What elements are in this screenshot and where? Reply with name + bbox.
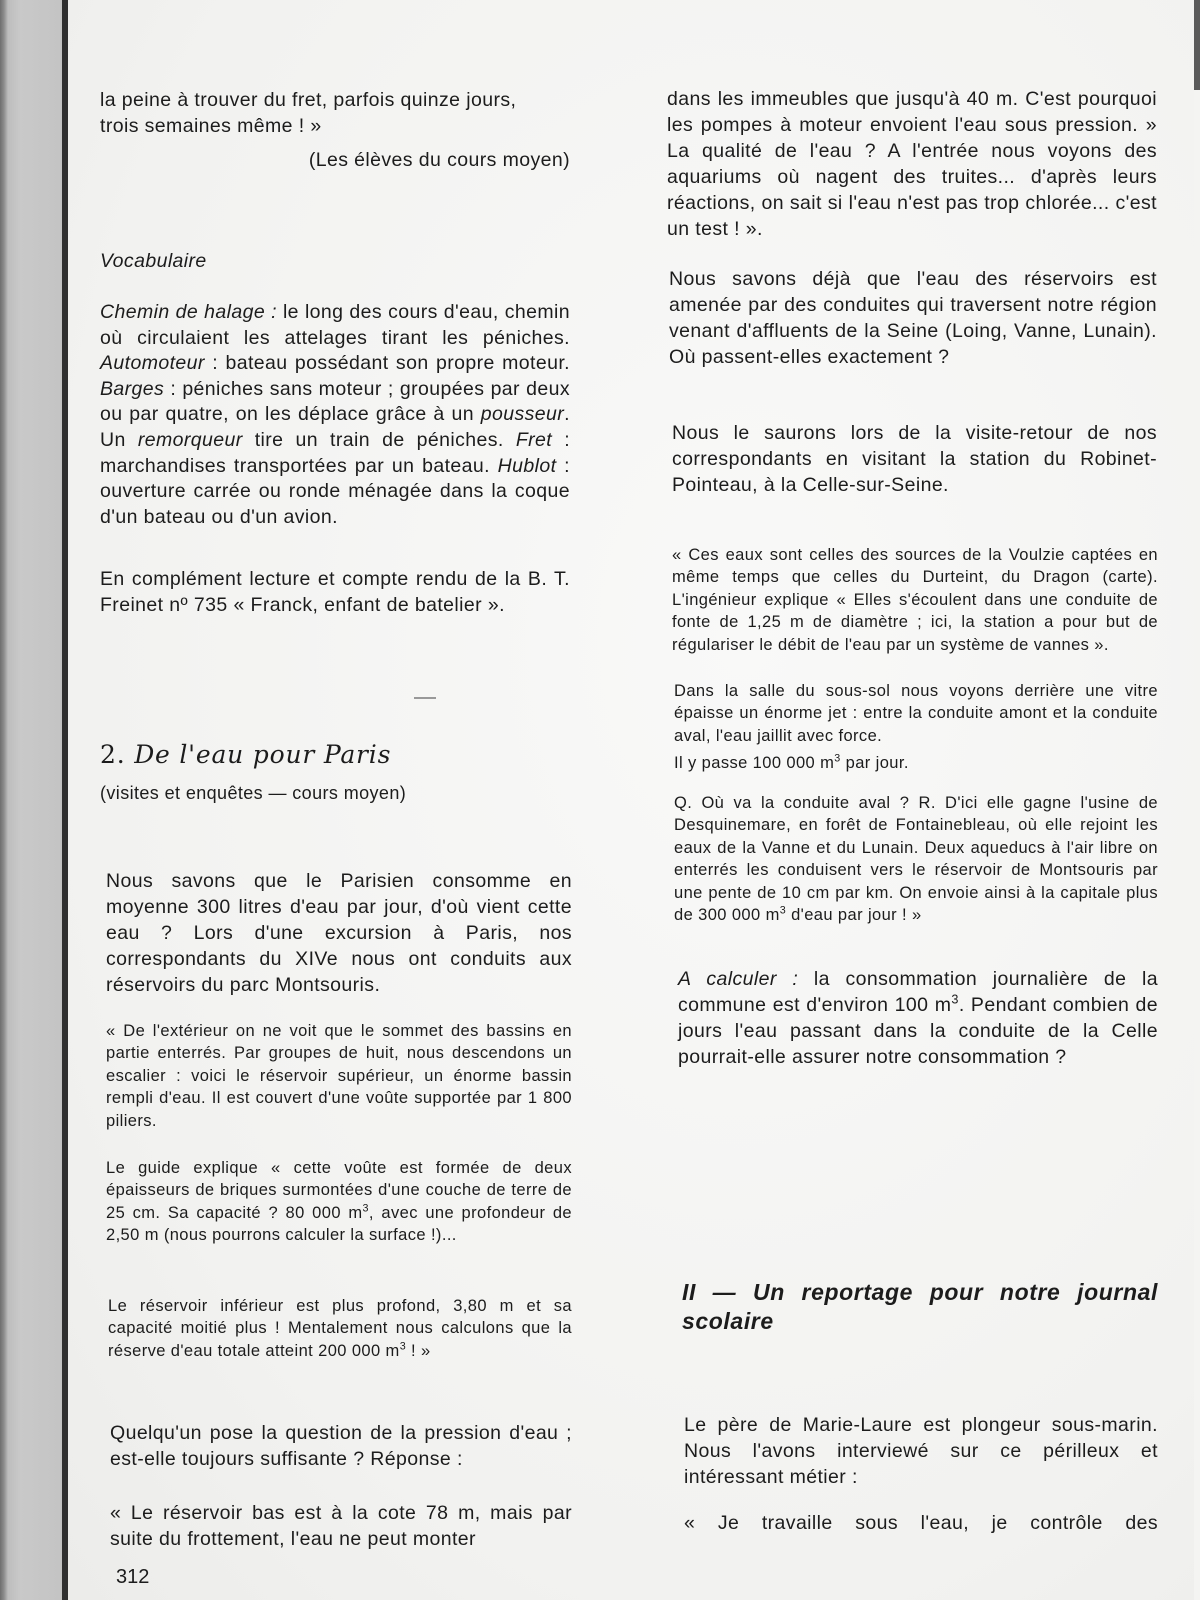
section-2-heading xyxy=(100,742,570,768)
paragraph-parisien-text: Nous savons que le Parisien consomme en moyenne 300 litres d'eau par jour, d'où vient cette eau ? Lors d'une excursion à Paris, nos correspondants du XIVe nous ont conduits aux réservoirs du parc Montsouris. xyxy=(106,870,572,996)
vocab-definition: tire un train de péniches. xyxy=(242,428,516,451)
quote-guide xyxy=(106,1157,572,1247)
intro-paragraph xyxy=(100,87,570,139)
paragraph-pression xyxy=(110,1420,572,1472)
vocab-term: remorqueur xyxy=(137,428,243,451)
paragraph-pere-text: Le père de Marie-Laure est plongeur sous-marin. Nous l'avons interviewé sur ce périlleux et intéressant métier : xyxy=(684,1414,1158,1488)
quote-reservoir-bas xyxy=(110,1500,572,1552)
quote-guide-text-cont: , avec une profondeur de 2,50 m (nous pourrons calculer la surface !)... xyxy=(106,1203,572,1245)
quote-sous-sol-text: Dans la salle du sous-sol nous voyons derrière une vitre épaisse un énorme jet : entre la conduite amont et la conduite aval, l'eau jaillit avec force. xyxy=(674,682,1158,745)
quote-exterieur xyxy=(106,1020,572,1132)
superscript: 3 xyxy=(779,904,787,917)
quote-sous-sol xyxy=(674,680,1158,747)
quote-travaille-text: « Je travaille sous l'eau, je contrôle des xyxy=(684,1512,1158,1534)
vocab-definition: : bateau possédant son propre moteur. xyxy=(204,352,570,375)
quote-reservoir-bas-text: « Le réservoir bas est à la cote 78 m, mais par suite du frottement, l'eau ne peut monter xyxy=(110,1502,572,1550)
quote-guide-text: Le guide explique « cette voûte est formée de deux épaisseurs de briques surmontées d'une couche de terre de 25 cm. Sa capacité ? 80 000 m xyxy=(106,1159,572,1222)
vocab-term: Chemin de halage : xyxy=(100,301,277,323)
vocab-term: Automoteur xyxy=(100,352,205,375)
quote-voulzie xyxy=(672,544,1158,656)
vocab-definition: : ouverture carrée ou ronde ménagée dans la coque d'un bateau ou d'un avion. xyxy=(100,454,570,528)
section-2-subtitle xyxy=(100,780,570,806)
intro-line-1: la peine à trouver du fret, parfois quinze jours, xyxy=(100,89,517,111)
book-spine xyxy=(0,0,64,1600)
superscript: 3 xyxy=(834,752,841,765)
vocab-term: Fret xyxy=(515,428,553,451)
paragraph-conduites-text: Nous savons déjà que l'eau des réservoirs est amenée par des conduites qui traversent notre région venant d'affluents de la Seine (Loing, Vanne, Lunain). Où passent-elles exactement ? xyxy=(669,268,1157,368)
page-number: 312 xyxy=(116,1566,150,1588)
paragraph-visite-text: Nous le saurons lors de la visite-retour de nos correspondants en visitant la station du Robinet-Pointeau, à la Celle-sur-Seine. xyxy=(672,422,1157,496)
page-right-edge xyxy=(1194,0,1200,90)
quote-aval xyxy=(674,792,1158,926)
quote-passe-text: Il y passe 100 000 m xyxy=(674,754,835,772)
calc-label: A calculer : xyxy=(678,968,799,990)
quote-inferieur-text: Le réservoir inférieur est plus profond, 3,80 m et sa capacité moitié plus ! Mentalement nous calculons que la réserve d'eau totale atteint 200 000 m xyxy=(108,1297,572,1360)
quote-passe xyxy=(674,752,1158,774)
paragraph-immeubles-text: dans les immeubles que jusqu'à 40 m. C'est pourquoi les pompes à moteur envoient l'eau sous pression. » La qualité de l'eau ? A l'entrée nous voyons des aquariums où nagent des truites... d'après leurs réactions, on sait si l'eau n'est pas trop chlorée... c'est un test ! ». xyxy=(667,88,1157,240)
vocab-definitions xyxy=(100,300,570,530)
quote-travaille xyxy=(684,1510,1158,1536)
section-title: De l'eau pour Paris xyxy=(134,740,392,769)
superscript: 3 xyxy=(951,992,959,1007)
attribution-text: (Les élèves du cours moyen) xyxy=(308,149,570,171)
paragraph-pression-text: Quelqu'un pose la question de la pression d'eau ; est-elle toujours suffisante ? Réponse : xyxy=(110,1422,572,1470)
superscript: 3 xyxy=(362,1202,369,1215)
attribution xyxy=(100,147,570,173)
calc-text-cont: . Pendant combien de jours l'eau passant dans la conduite de la Celle pourrait-elle assurer notre consommation ? xyxy=(678,994,1158,1068)
vocab-definition: le long des cours d'eau, chemin où circulaient les attelages tirant les péniches. xyxy=(100,301,570,349)
separator-mark xyxy=(414,697,436,699)
quote-voulzie-text: « Ces eaux sont celles des sources de la Voulzie captées en même temps que celles du Durteint, du Dragon (carte). L'ingénieur explique « Elles s'écoulent dans une conduite de fonte de 1,25 m de diamètre ; ici, la station a pour but de régulariser le débit de l'eau par un système de vannes ». xyxy=(672,546,1158,654)
paragraph-conduites xyxy=(669,266,1157,370)
vocab-term: pousseur xyxy=(480,403,565,426)
complement-text: En complément lecture et compte rendu de la B. T. Freinet nº 735 « Franck, enfant de batelier ». xyxy=(100,568,570,616)
quote-inferieur xyxy=(108,1295,572,1362)
vocab-term: Barges xyxy=(100,377,165,400)
calculation-exercise xyxy=(678,966,1158,1070)
paragraph-parisien xyxy=(106,868,572,998)
quote-aval-text-cont: d'eau par jour ! » xyxy=(786,906,922,925)
section-number: 2. xyxy=(100,740,126,769)
paragraph-visite xyxy=(672,420,1157,498)
quote-passe-text-cont: par jour. xyxy=(840,754,909,772)
vocab-heading xyxy=(100,248,570,274)
vocab-definition: : marchandises transportées par un bateau. xyxy=(100,428,571,477)
quote-inferieur-text-cont: ! » xyxy=(406,1341,431,1360)
paragraph-immeubles xyxy=(667,86,1157,242)
vocab-term: Hublot xyxy=(497,454,557,477)
complement-paragraph xyxy=(100,566,570,618)
section-ii-heading-text: II — Un reportage pour notre journal scolaire xyxy=(682,1279,1158,1334)
quote-aval-text: Q. Où va la conduite aval ? R. D'ici elle gagne l'usine de Desquinemare, en forêt de Fontainebleau, où elle rejoint les eaux de la Vanne et du Lunain. Deux aqueducs à l'air libre on enterrés les conduisent vers le réservoir de Montsouris par une pente de 10 cm par km. On envoie ainsi à la capitale plus de 300 000 m xyxy=(674,794,1158,925)
paragraph-pere xyxy=(684,1412,1158,1490)
intro-line-2: trois semaines même ! » xyxy=(100,115,322,137)
calc-text: la consommation journalière de la commune est d'environ 100 m xyxy=(678,968,1158,1016)
section-subtitle-text: (visites et enquêtes — cours moyen) xyxy=(100,783,407,803)
superscript: 3 xyxy=(399,1340,407,1353)
section-ii-heading xyxy=(682,1278,1158,1336)
quote-exterieur-text: « De l'extérieur on ne voit que le sommet des bassins en partie enterrés. Par groupes de huit, nous descendons un escalier : voici le réservoir supérieur, un énorme bassin rempli d'eau. Il est couvert d'une voûte supportée par 1 800 piliers. xyxy=(106,1022,572,1130)
vocab-heading-text: Vocabulaire xyxy=(100,250,207,272)
vocab-definition: : péniches sans moteur ; groupées par deux ou par quatre, on les déplace grâce à un xyxy=(100,377,570,426)
vocab-definition: . Un xyxy=(100,403,570,451)
